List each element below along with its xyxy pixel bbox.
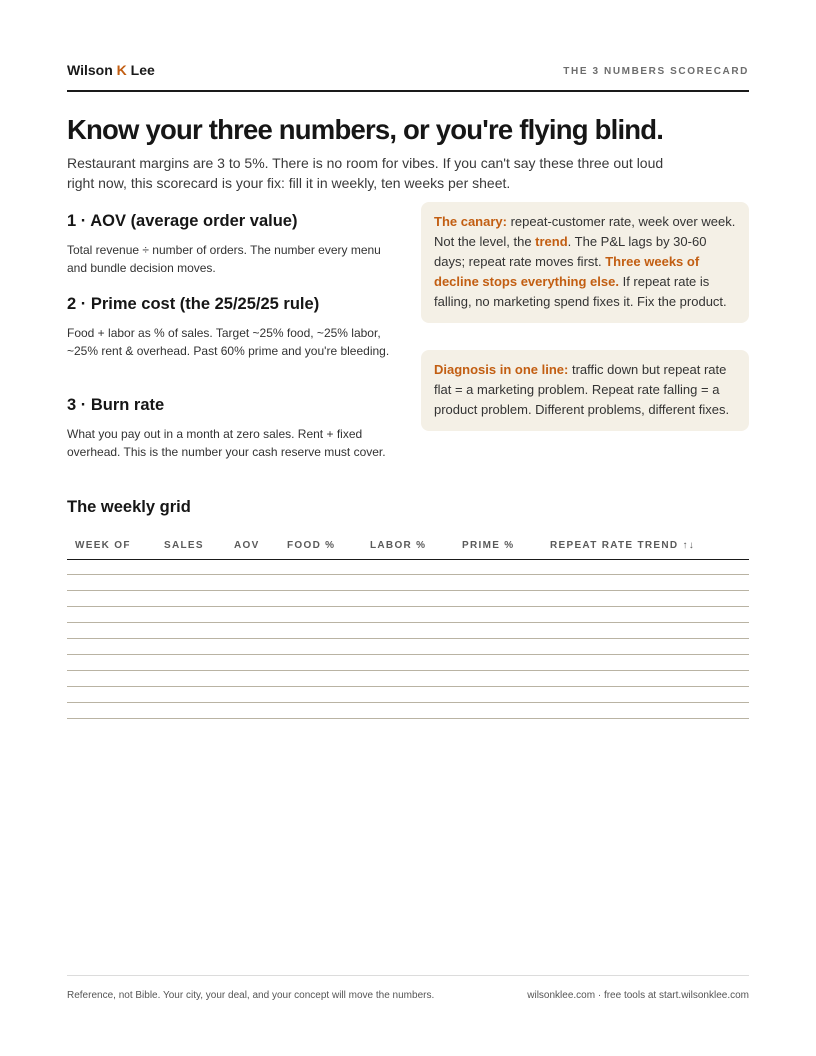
callout-text: repeat-customer rate, week over week. Not the level, the xyxy=(434,214,736,249)
grid-row xyxy=(67,559,749,575)
column-header-week-of: WEEK OF xyxy=(75,540,131,551)
section-heading: 2 · Prime cost (the 25/25/25 rule) xyxy=(67,295,320,313)
callout-text: If repeat rate is falling, no marketing spend fixes it. Fix the product. xyxy=(434,274,727,309)
section-heading: 3 · Burn rate xyxy=(67,396,165,414)
intro-paragraph: Restaurant margins are 3 to 5%. There is no room for vibes. If you can't say these three out loud right now, this scorecard is your fix: fill it in weekly, ten weeks per sheet. xyxy=(67,155,664,191)
diagnosis-callout xyxy=(421,350,749,431)
grid-row xyxy=(67,623,749,639)
brand-logo xyxy=(67,62,155,78)
grid-row xyxy=(67,687,749,703)
section-body: Total revenue ÷ number of orders. The number every menu and bundle decision moves. xyxy=(67,243,381,275)
grid-row xyxy=(67,591,749,607)
section-heading: 1 · AOV (average order value) xyxy=(67,212,298,230)
column-header-prime-pct: PRIME % xyxy=(462,540,515,551)
grid-row xyxy=(67,655,749,671)
page-footer xyxy=(67,975,749,1001)
page-title: Know your three numbers, or you're flying blind. xyxy=(67,114,664,145)
weekly-grid xyxy=(67,559,749,719)
canary-callout xyxy=(421,202,749,323)
callout-lead: Diagnosis in one line: xyxy=(434,362,569,377)
column-header-aov: AOV xyxy=(234,540,260,551)
grid-title: The weekly grid xyxy=(67,498,191,516)
callout-emphasis: Three weeks of decline stops everything else. xyxy=(434,254,700,289)
grid-row xyxy=(67,607,749,623)
column-header-repeat-rate-trend: REPEAT RATE TREND ↑↓ xyxy=(550,540,696,551)
section-body: What you pay out in a month at zero sales. Rent + fixed overhead. This is the number your cash reserve must cover. xyxy=(67,427,386,459)
document-label: THE 3 NUMBERS SCORECARD xyxy=(563,66,749,77)
page-header xyxy=(67,62,749,92)
grid-row xyxy=(67,639,749,655)
brand-first-name: Wilson xyxy=(67,62,117,78)
footer-disclaimer: Reference, not Bible. Your city, your deal, and your concept will move the numbers. xyxy=(67,990,435,1001)
callout-emphasis: trend xyxy=(535,234,568,249)
brand-initial: K xyxy=(116,62,127,78)
callout-text: traffic down but repeat rate flat = a marketing problem. Repeat rate falling = a product problem. Different problems, different fixes. xyxy=(434,362,730,417)
grid-header xyxy=(67,540,749,560)
section-body: Food + labor as % of sales. Target ~25% food, ~25% labor, ~25% rent & overhead. Past 60% prime and you're bleeding. xyxy=(67,326,390,358)
brand-last-name: Lee xyxy=(126,62,155,78)
callout-lead: The canary: xyxy=(434,214,507,229)
grid-row xyxy=(67,671,749,687)
callout-text: . The P&L lags by 30-60 days; repeat rate moves first. xyxy=(434,234,707,269)
column-header-food-pct: FOOD % xyxy=(287,540,336,551)
footer-links: wilsonklee.com · free tools at start.wilsonklee.com xyxy=(527,990,749,1001)
grid-row xyxy=(67,703,749,719)
grid-row xyxy=(67,575,749,591)
column-header-labor-pct: LABOR % xyxy=(370,540,427,551)
column-header-sales: SALES xyxy=(164,540,204,551)
